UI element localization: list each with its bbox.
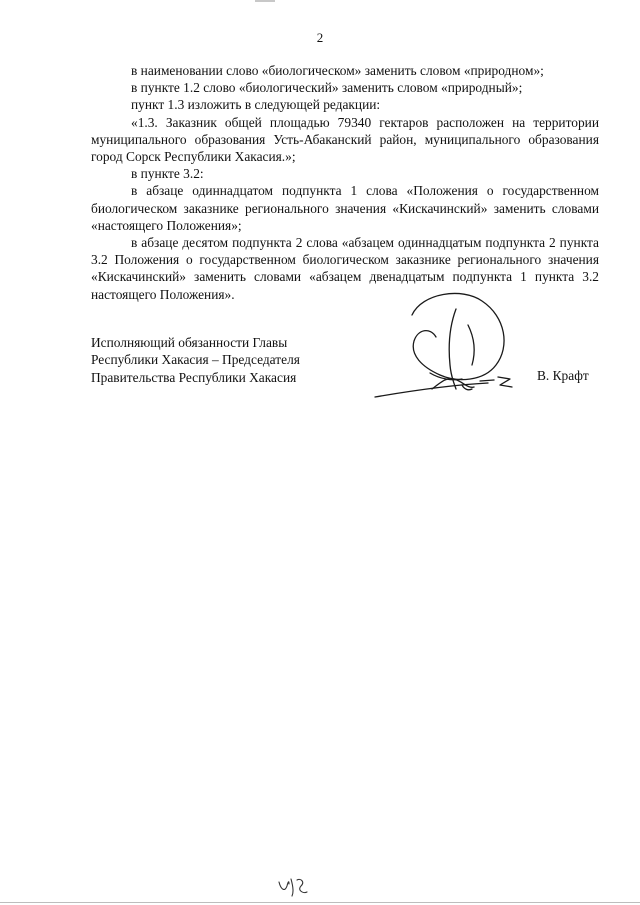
paragraph-subpoint-2: в абзаце десятом подпункта 2 слова «абзацем одиннадцатым подпункта 2 пункта 3.2 Положения о государственном биологическом заказнике регионального значения «Кискачинский» заменить словами «абзацем двенадцатым подпункта 1 пункта 3.2 настоящего Положения». xyxy=(91,235,599,302)
handwritten-mark xyxy=(275,874,315,900)
paragraph-point-1-3-text: «1.3. Заказник общей площадью 79340 гектаров расположен на территории муниципального образования Усть-Абаканский район, муниципального образования город Сорск Республики Хакасия.»; xyxy=(91,114,599,165)
page-bottom-edge xyxy=(0,902,640,903)
position-line: Правительства Республики Хакасия xyxy=(91,369,297,385)
paragraph-rename-title: в наименовании слово «биологическом» заменить словом «природном»; xyxy=(131,63,544,78)
position-line: Исполняющий обязанности Главы xyxy=(91,335,288,350)
document-body xyxy=(91,62,599,303)
paragraph-point-3-2-intro: в пункте 3.2: xyxy=(131,166,204,182)
signer-name: В. Крафт xyxy=(537,368,589,383)
scan-edge-mark xyxy=(255,0,275,2)
handwritten-signature xyxy=(370,285,540,410)
position-line: Республики Хакасия – Председателя xyxy=(91,352,300,368)
paragraph-point-1-3-intro: пункт 1.3 изложить в следующей редакции: xyxy=(131,97,381,113)
paragraph-point-1-2: в пункте 1.2 слово «биологический» заменить словом «природный»; xyxy=(131,80,523,96)
page-number: 2 xyxy=(316,30,324,45)
paragraph-subpoint-1: в абзаце одиннадцатом подпункта 1 слова «Положения о государственном биологическом заказнике регионального значения «Кискачинский» заменить словами «настоящего Положения»; xyxy=(91,183,599,233)
signatory-position xyxy=(91,334,331,386)
